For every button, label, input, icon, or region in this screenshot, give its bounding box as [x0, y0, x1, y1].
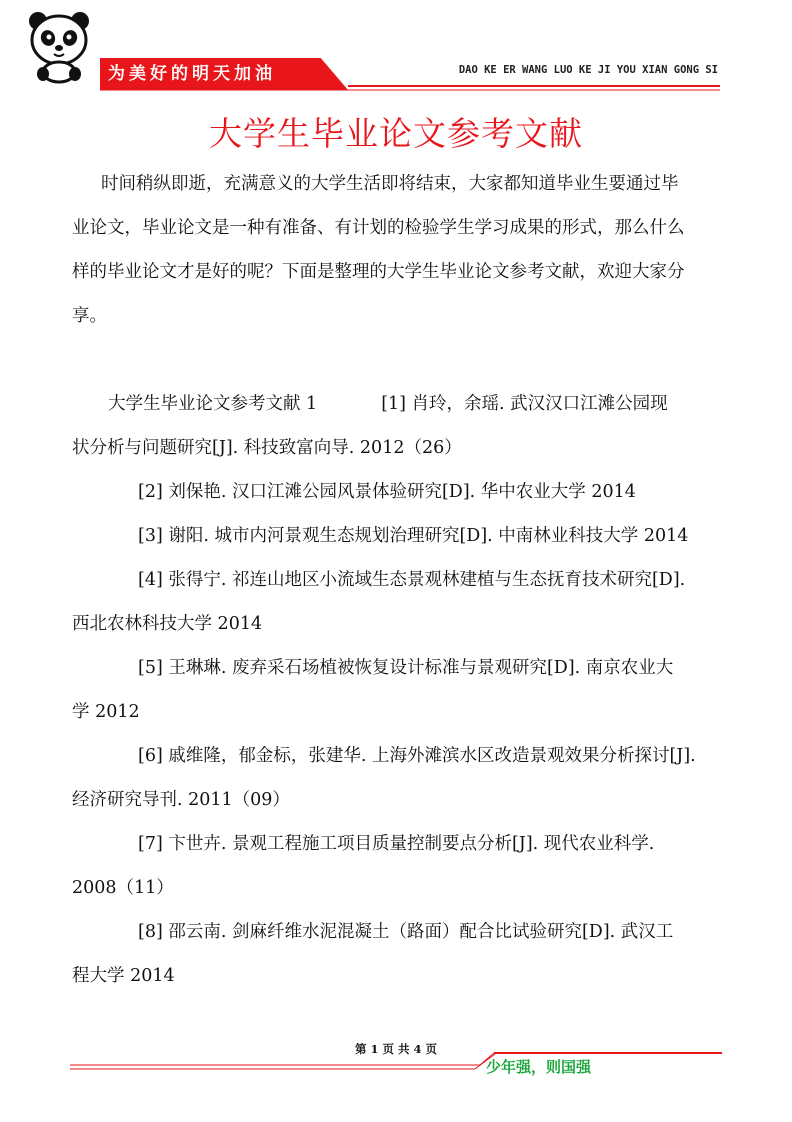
intro-line: 时间稍纵即逝，充满意义的大学生活即将结束，大家都知道毕业生要通过毕 [101, 174, 679, 194]
reference-2: [2] 刘保艳. 汉口江滩公园风景体验研究[D]. 华中农业大学 2014 [138, 482, 636, 502]
reference-cont: 西北农林科技大学 2014 [72, 614, 263, 634]
reference-6: [6] 戚维隆，郁金标，张建华. 上海外滩滨水区改造景观效果分析探讨[J]. [138, 746, 696, 766]
reference-text: [1] 肖玲，余瑶. 武汉汉口江滩公园现 [381, 394, 668, 414]
intro-line: 享。 [72, 306, 107, 326]
reference-cont: 程大学 2014 [72, 966, 175, 986]
panda-logo-icon [26, 10, 92, 84]
footer-slogan: 少年强，则国强 [486, 1058, 592, 1076]
reference-cont: 学 2012 [72, 702, 140, 722]
reference-3: [3] 谢阳. 城市内河景观生态规划治理研究[D]. 中南林业科技大学 2014 [138, 526, 689, 546]
reference-cont: 经济研究导刊. 2011（09） [72, 790, 290, 810]
reference-4: [4] 张得宁. 祁连山地区小流域生态景观林建植与生态抚育技术研究[D]. [138, 570, 686, 590]
reference-cont: 状分析与问题研究[J]. 科技致富向导. 2012（26） [72, 438, 462, 458]
company-name: DAO KE ER WANG LUO KE JI YOU XIAN GONG SI [458, 64, 718, 76]
reference-5: [5] 王琳琳. 废弃采石场植被恢复设计标准与景观研究[D]. 南京农业大 [138, 658, 674, 678]
reference-7: [7] 卞世卉. 景观工程施工项目质量控制要点分析[J]. 现代农业科学. [138, 834, 655, 854]
footer-divider [70, 1050, 722, 1076]
reference-cont: 2008（11） [72, 878, 174, 898]
intro-paragraph [72, 162, 722, 338]
page-title: 大学生毕业论文参考文献 [209, 114, 583, 153]
page-number: 第 1 页 共 4 页 [354, 1042, 438, 1056]
reference-8: [8] 邵云南. 剑麻纤维水泥混凝土（路面）配合比试验研究[D]. 武汉工 [138, 922, 674, 942]
references-heading: 大学生毕业论文参考文献 1 [108, 394, 318, 414]
references-section [72, 382, 722, 998]
reference-1 [72, 382, 722, 426]
intro-line: 业论文，毕业论文是一种有准备、有计划的检验学生学习成果的形式，那么什么 [72, 218, 685, 238]
intro-line: 样的毕业论文才是好的呢？下面是整理的大学生毕业论文参考文献，欢迎大家分 [72, 262, 685, 282]
header-divider [100, 84, 720, 92]
header-slogan: 为美好的明天加油 [108, 64, 276, 84]
